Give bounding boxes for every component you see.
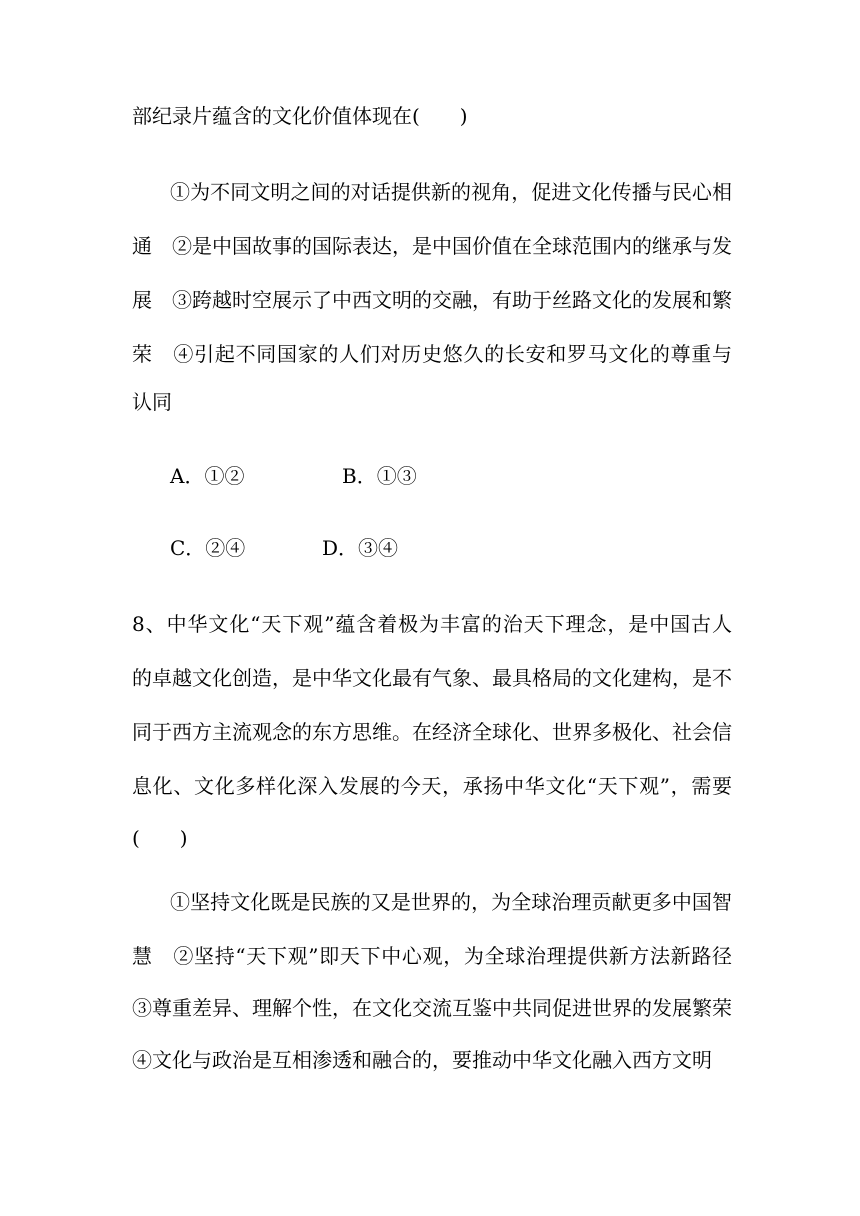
q8-statement-line: 慧 ②坚持“天下观”即天下中心观，为全球治理提供新方法新路径 xyxy=(132,944,732,968)
q8-stem-line: 同于西方主流观念的东方思维。在经济全球化、世界多极化、社会信 xyxy=(132,720,732,744)
q8-statement-line: ①坚持文化既是民族的又是世界的，为全球治理贡献更多中国智 xyxy=(170,890,732,914)
q7-option-b[interactable]: B．①③ xyxy=(342,464,417,488)
q7-option-d[interactable]: D．③④ xyxy=(322,536,399,560)
q7-statement-line: 认同 xyxy=(132,390,172,414)
q7-statement-line: 通 ②是中国故事的国际表达，是中国价值在全球范围内的继承与发 xyxy=(132,234,732,258)
q8-stem-line: 8、中华文化“天下观”蕴含着极为丰富的治天下理念，是中国古人 xyxy=(132,612,732,636)
q7-option-c[interactable]: C．②④ xyxy=(170,536,246,560)
q7-stem-tail: 部纪录片蕴含的文化价值体现在( ) xyxy=(132,104,468,128)
q8-stem-line: ( ) xyxy=(132,826,188,850)
q7-statement-line: 展 ③跨越时空展示了中西文明的交融，有助于丝路文化的发展和繁 xyxy=(132,288,732,312)
q7-statement-line: 荣 ④引起不同国家的人们对历史悠久的长安和罗马文化的尊重与 xyxy=(132,342,732,366)
q7-statement-line: ①为不同文明之间的对话提供新的视角，促进文化传播与民心相 xyxy=(170,180,732,204)
q8-stem-line: 的卓越文化创造，是中华文化最有气象、最具格局的文化建构，是不 xyxy=(132,666,732,690)
q7-option-a[interactable]: A．①② xyxy=(170,464,245,488)
q8-statement-line: ④文化与政治是互相渗透和融合的，要推动中华文化融入西方文明 xyxy=(132,1048,712,1072)
q8-stem-line: 息化、文化多样化深入发展的今天，承扬中华文化“天下观”，需要 xyxy=(132,774,732,798)
q8-statement-line: ③尊重差异、理解个性，在文化交流互鉴中共同促进世界的发展繁荣 xyxy=(132,996,732,1020)
